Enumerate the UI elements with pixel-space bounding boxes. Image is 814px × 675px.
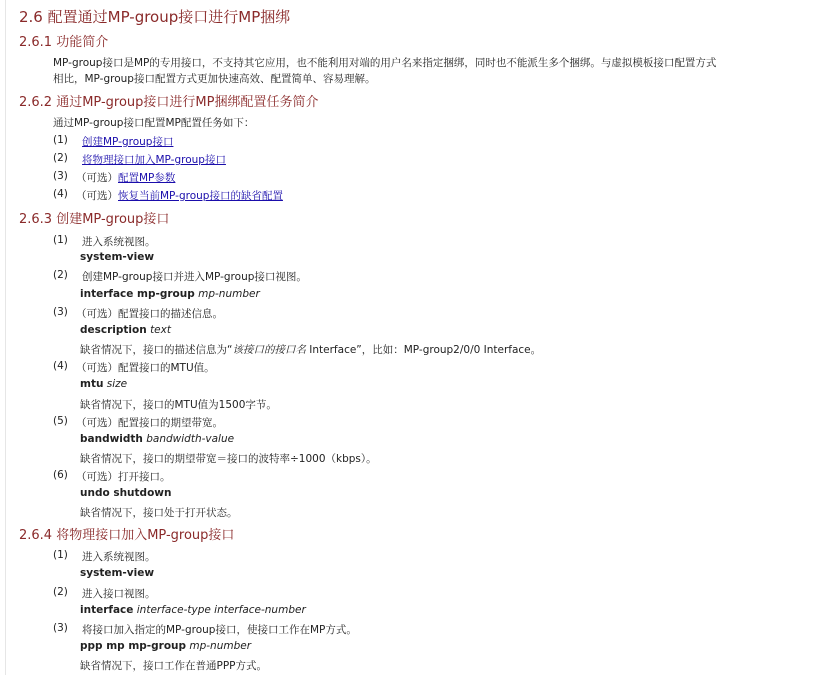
feature-intro-line-2: 相比，MP-group接口配置方式更加快速高效、配置简单、容易理解。 (53, 73, 376, 85)
command-argument: size (106, 378, 128, 390)
step-number: (5) (53, 415, 68, 427)
step-text: 进入系统视图。 (82, 551, 156, 563)
command-line (80, 487, 171, 499)
step-number: (2) (53, 269, 68, 281)
command-keyword: description (80, 324, 147, 336)
left-border-line (5, 0, 6, 675)
command-line (80, 378, 127, 390)
step-text: 进入系统视图。 (82, 236, 156, 248)
step-text: （可选）打开接口。 (76, 471, 171, 483)
command-keyword: undo shutdown (80, 487, 172, 499)
step-text: 创建MP-group接口并进入MP-group接口视图。 (82, 271, 307, 283)
command-line (80, 640, 251, 652)
task-item-4 (76, 188, 283, 203)
step-number: (1) (53, 234, 68, 246)
section-heading-2-6-4: 2.6.4 将物理接口加入MP-group接口 (19, 528, 235, 543)
step-text: （可选）配置接口的描述信息。 (76, 308, 223, 320)
step-text: （可选）配置接口的期望带宽。 (76, 417, 223, 429)
command-argument: interface-type interface-number (136, 604, 306, 616)
feature-intro-line-1: MP-group接口是MP的专用接口，不支持其它应用，也不能利用对端的用户名来指定捆绑，同时也不能派生多个捆绑。与虚拟模板接口配置方式 (53, 57, 717, 69)
section-heading-2-6-2: 2.6.2 通过MP-group接口进行MP捆绑配置任务简介 (19, 95, 319, 110)
note-text: Interface”，比如：MP-group2/0/0 Interface。 (305, 344, 542, 356)
command-keyword: interface mp-group (80, 288, 195, 300)
note-italic: 该接口的接口名 (232, 344, 306, 356)
note-text: 缺省情况下，接口的描述信息为“ (80, 344, 233, 356)
step-number: (3) (53, 306, 68, 318)
command-line (80, 604, 306, 616)
task-number: (3) (53, 170, 68, 182)
default-note (80, 342, 541, 357)
command-keyword: ppp mp mp-group (80, 640, 187, 652)
command-keyword: mtu (80, 378, 104, 390)
task-number: (1) (53, 134, 68, 146)
task-intro: 通过MP-group接口配置MP配置任务如下： (53, 117, 255, 129)
step-number: (3) (53, 622, 68, 634)
command-line (80, 567, 154, 579)
command-argument: text (150, 324, 171, 336)
command-line (80, 251, 154, 263)
section-heading-2-6-3: 2.6.3 创建MP-group接口 (19, 212, 170, 227)
command-keyword: interface (80, 604, 134, 616)
link-restore-default[interactable]: 恢复当前MP-group接口的缺省配置 (118, 190, 283, 202)
task-item-3 (76, 170, 175, 185)
command-line (80, 288, 260, 300)
link-create-mp-group[interactable]: 创建MP-group接口 (82, 136, 174, 148)
step-text: 将接口加入指定的MP-group接口，使接口工作在MP方式。 (82, 624, 357, 636)
step-number: (2) (53, 586, 68, 598)
default-note: 缺省情况下，接口工作在普通PPP方式。 (80, 660, 267, 672)
command-argument: bandwidth-value (146, 433, 235, 445)
command-argument: mp-number (189, 640, 252, 652)
page-title: 2.6 配置通过MP-group接口进行MP捆绑 (19, 8, 291, 26)
step-text: （可选）配置接口的MTU值。 (76, 362, 215, 374)
task-number: (2) (53, 152, 68, 164)
command-line (80, 433, 234, 445)
optional-prefix: （可选） (76, 190, 118, 202)
step-text: 进入接口视图。 (82, 588, 156, 600)
task-number: (4) (53, 188, 68, 200)
optional-prefix: （可选） (76, 172, 118, 184)
command-keyword: system-view (80, 567, 155, 579)
link-configure-mp-params[interactable]: 配置MP参数 (118, 172, 176, 184)
command-keyword: bandwidth (80, 433, 143, 445)
default-note: 缺省情况下，接口的期望带宽＝接口的波特率÷1000（kbps）。 (80, 453, 377, 465)
default-note: 缺省情况下，接口处于打开状态。 (80, 507, 238, 519)
section-heading-2-6-1: 2.6.1 功能简介 (19, 35, 109, 50)
step-number: (1) (53, 549, 68, 561)
command-argument: mp-number (198, 288, 260, 300)
command-keyword: system-view (80, 251, 155, 263)
default-note: 缺省情况下，接口的MTU值为1500字节。 (80, 399, 277, 411)
step-number: (6) (53, 469, 68, 481)
step-number: (4) (53, 360, 68, 372)
command-line (80, 324, 171, 336)
link-add-physical-interface[interactable]: 将物理接口加入MP-group接口 (82, 154, 226, 166)
